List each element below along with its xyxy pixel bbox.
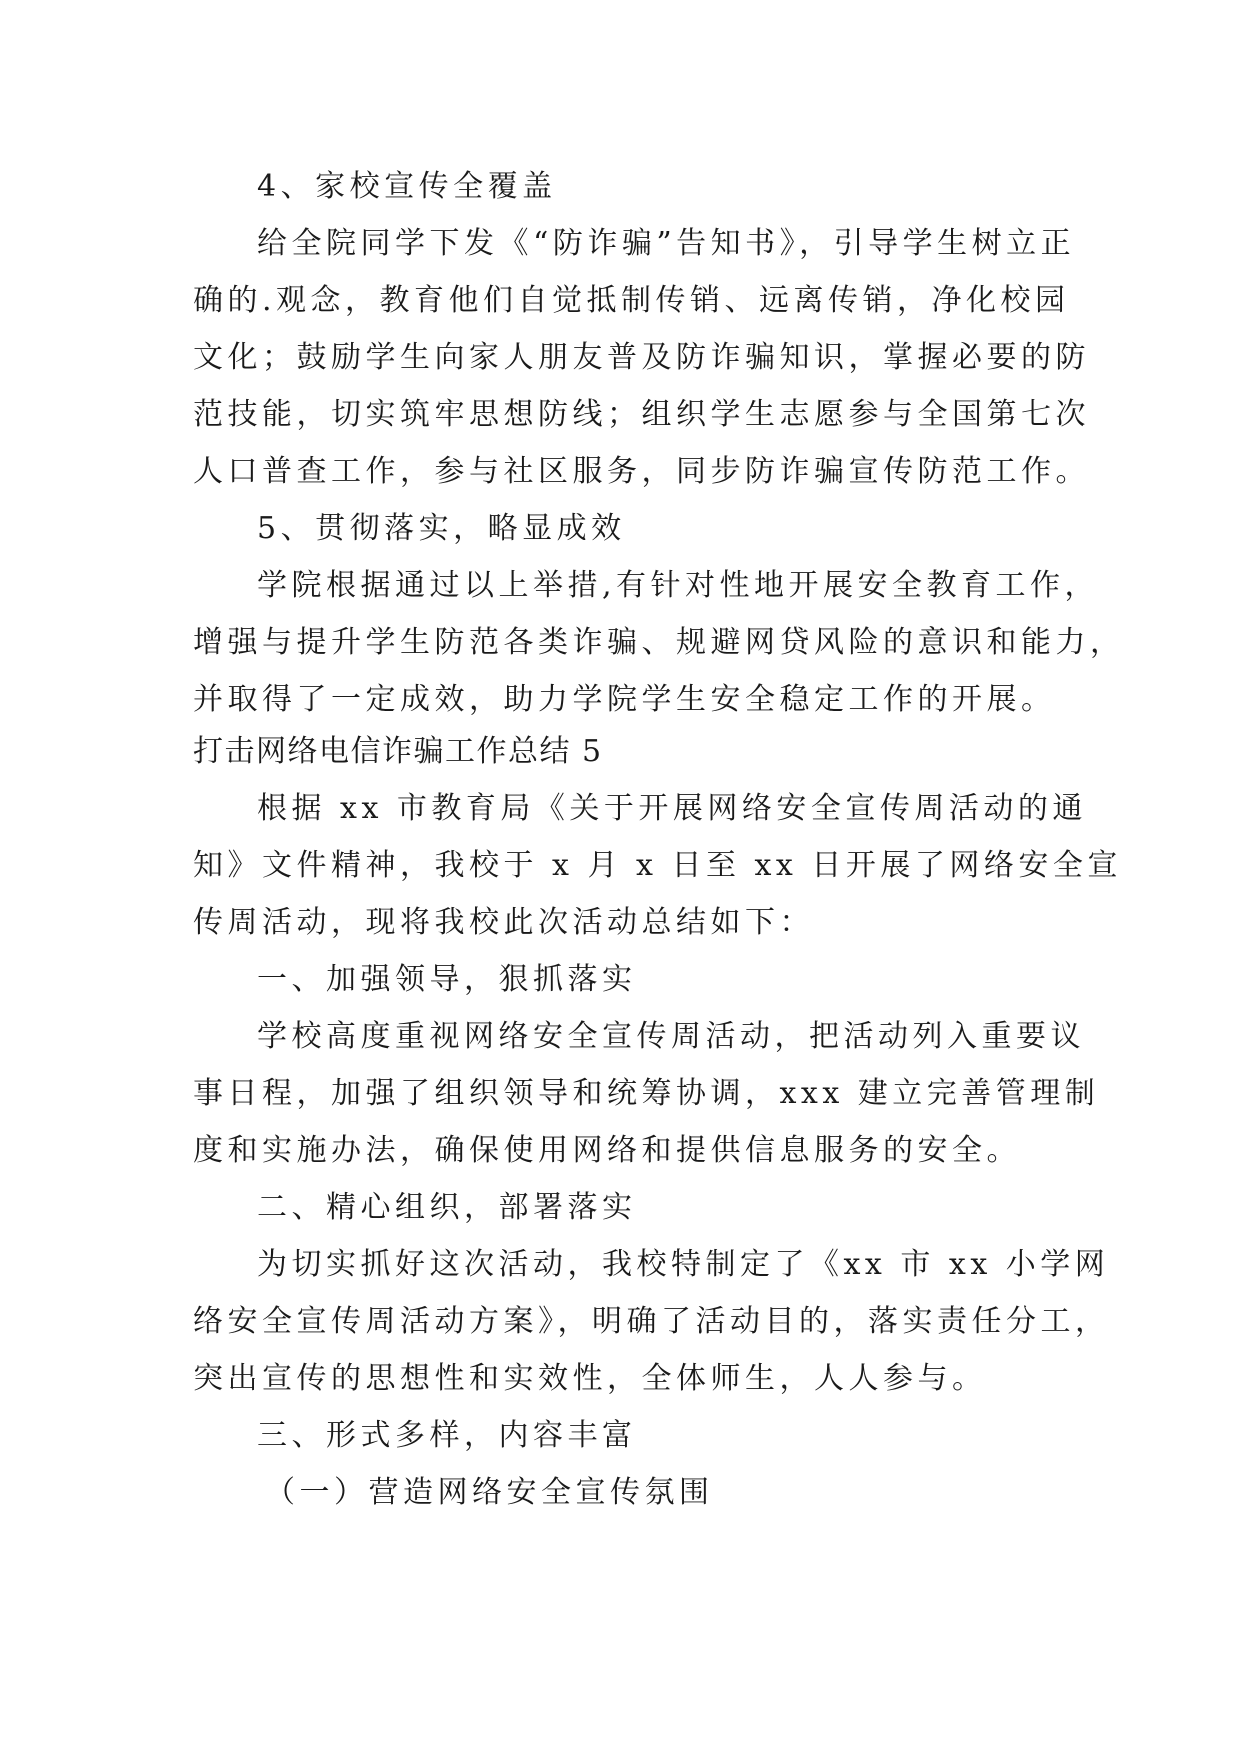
paragraph-line: 学院根据通过以上举措,有针对性地开展安全教育工作， xyxy=(257,568,1100,603)
paragraph-line: 为切实抓好这次活动，我校特制定了《xx 市 xx 小学网 xyxy=(257,1247,1110,1282)
paragraph-line: 范技能，切实筑牢思想防线；组织学生志愿参与全国第七次 xyxy=(193,397,1090,432)
paragraph-line: 传周活动，现将我校此次活动总结如下： xyxy=(193,905,814,940)
paragraph-line: 人口普查工作，参与社区服务，同步防诈骗宣传防范工作。 xyxy=(193,454,1090,489)
paragraph-line: 并取得了一定成效，助力学院学生安全稳定工作的开展。 xyxy=(193,682,1056,717)
section-heading: 一、加强领导，狠抓落实 xyxy=(257,962,637,997)
document-title: 打击网络电信诈骗工作总结 5 xyxy=(193,734,603,769)
subsection-heading: （一）营造网络安全宣传氛围 xyxy=(265,1475,714,1510)
section-heading: 4、家校宣传全覆盖 xyxy=(257,169,557,204)
paragraph-line: 突出宣传的思想性和实效性，全体师生，人人参与。 xyxy=(193,1361,987,1396)
paragraph-line: 学校高度重视网络安全宣传周活动，把活动列入重要议 xyxy=(257,1019,1085,1054)
paragraph-line: 根据 xx 市教育局《关于开展网络安全宣传周活动的通 xyxy=(257,791,1087,826)
section-heading: 5、贯彻落实，略显成效 xyxy=(257,511,626,546)
section-heading: 三、形式多样，内容丰富 xyxy=(257,1418,637,1453)
paragraph-line: 度和实施办法，确保使用网络和提供信息服务的安全。 xyxy=(193,1133,1021,1168)
paragraph-line: 给全院同学下发《“防诈骗”告知书》，引导学生树立正 xyxy=(257,226,1076,261)
section-heading: 二、精心组织，部署落实 xyxy=(257,1190,637,1225)
paragraph-line: 知》文件精神，我校于 x 月 x 日至 xx 日开展了网络安全宣 xyxy=(193,848,1122,883)
paragraph-line: 增强与提升学生防范各类诈骗、规避网贷风险的意识和能力， xyxy=(193,625,1125,660)
paragraph-line: 文化；鼓励学生向家人朋友普及防诈骗知识，掌握必要的防 xyxy=(193,340,1090,375)
paragraph-line: 络安全宣传周活动方案》，明确了活动目的，落实责任分工， xyxy=(193,1304,1110,1339)
paragraph-line: 事日程，加强了组织领导和统筹协调，xxx 建立完善管理制 xyxy=(193,1076,1100,1111)
paragraph-line: 确的.观念，教育他们自觉抵制传销、远离传销，净化校园 xyxy=(193,283,1070,318)
